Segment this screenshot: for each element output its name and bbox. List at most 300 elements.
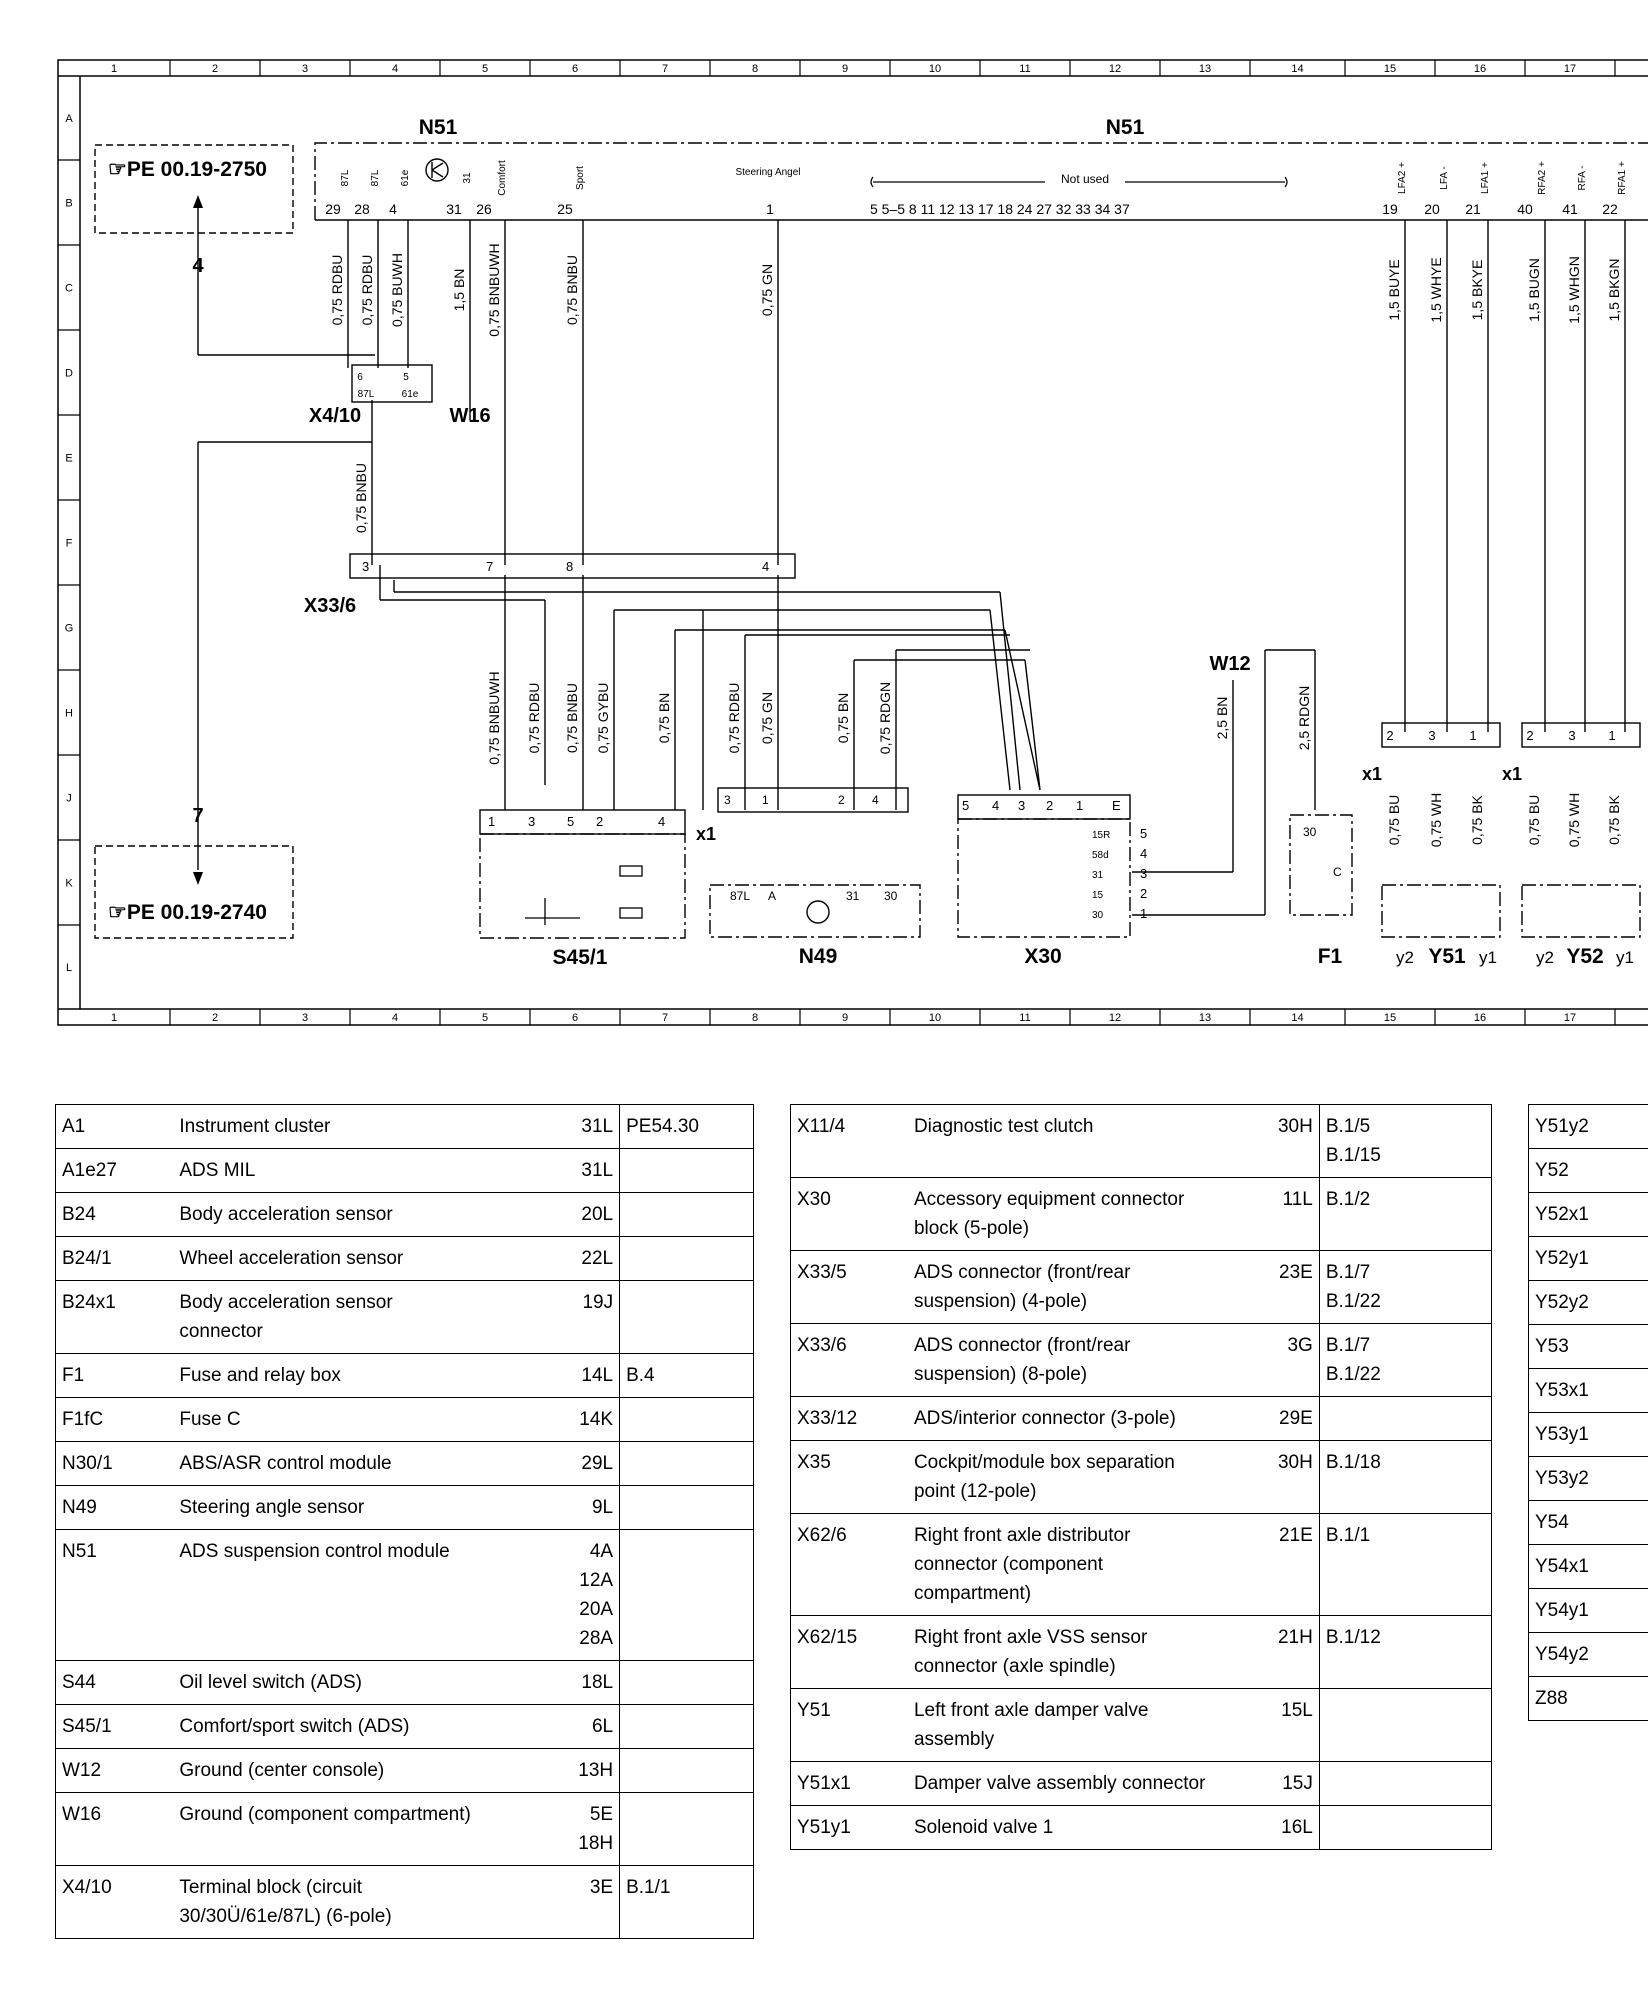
legend-desc: Fuse C [173,1398,512,1442]
legend-row [56,1281,754,1354]
x30-row-number: 5 [1140,826,1148,841]
x30-terminal: 30 [1092,910,1104,921]
legend-row [56,1442,754,1486]
y51-label: Y51 [1428,945,1466,968]
n49-connector-pin: 1 [762,793,769,807]
grid-column-label: 16 [1473,1012,1487,1024]
legend-desc: Right front axle VSS sensor connector (axle spindle) [908,1616,1271,1689]
legend-loc: 21E [1271,1514,1319,1616]
grid-row-label: K [65,877,73,890]
legend-code: Y52y1 [1529,1237,1648,1281]
legend-code: Y53x1 [1529,1369,1648,1413]
x33-6-pin: 7 [486,559,494,574]
legend-ref: B.1/12 [1319,1616,1491,1689]
grid-column-label: 1 [110,63,118,75]
x33-6-pin: 8 [566,559,574,574]
legend-ref: B.4 [620,1354,754,1398]
wire-label: 0,75 GN [759,263,775,317]
grid-column-label: 11 [1019,1012,1031,1024]
legend-row [791,1251,1492,1324]
legend-ref [620,1705,754,1749]
x1-y51-label: x1 [1361,764,1383,784]
legend-desc: ADS connector (front/rear suspension) (4-pole) [908,1251,1271,1324]
n51-pin-number: 20 [1424,201,1440,217]
x4-10-label: X4/10 [308,405,362,427]
legend-loc: 14L [513,1354,620,1398]
grid-row-label: L [65,962,73,974]
legend-ref [1319,1762,1491,1806]
legend-loc: 31L [513,1149,620,1193]
wire-label: 1,5 BKYE [1469,259,1485,321]
n51-right-title: N51 [1105,116,1145,139]
x30-terminal: 31 [1092,870,1104,881]
x4-10-pin: 5 [403,372,409,383]
n51-pin-name: LFA2 + [1397,162,1408,194]
legend-code: W16 [56,1793,174,1866]
wire-label: 0,75 BU [1386,794,1402,846]
s45-pin: 2 [596,814,604,829]
legend-row [791,1324,1492,1397]
x30-row-number: 3 [1140,866,1148,881]
grid-column-label: 5 [481,63,489,75]
legend-code: X33/12 [791,1397,908,1441]
grid-column-label: 7 [661,63,669,75]
legend-loc: 30H [1271,1441,1319,1514]
legend-code: F1 [56,1354,174,1398]
wire-label: 1,5 BUGN [1526,258,1542,322]
grid-row-label: G [64,622,74,635]
legend-ref [1319,1806,1491,1850]
legend-code: Y53y1 [1529,1413,1648,1457]
legend-desc: Body acceleration sensor [173,1193,512,1237]
n49-connector-pin: 2 [838,793,845,807]
legend-desc: Ground (component compartment) [173,1793,512,1866]
wire-label: 1,5 BUYE [1386,259,1402,321]
legend-loc: 16L [1271,1806,1319,1850]
wire-label: 0,75 GYBU [595,682,611,754]
legend-desc: Body acceleration sensor connector [173,1281,512,1354]
legend-loc: 30H [1271,1105,1319,1178]
legend-row [56,1705,754,1749]
transistor-icon [426,159,448,181]
grid-column-label: 10 [928,63,942,75]
n51-pin-number: 22 [1602,201,1618,217]
grid-column-label: 9 [841,63,849,75]
x30-row-number: 4 [1140,846,1148,861]
wire-label: 0,75 BNBUWH [486,243,502,337]
legend-desc: Solenoid valve 1 [908,1806,1271,1850]
legend-code: S44 [56,1661,174,1705]
grid-row-label: A [65,113,73,125]
grid-row-label: H [65,707,73,720]
x33-6-pin: 3 [362,559,370,574]
grid-column-label: 8 [751,1012,759,1024]
legend-ref [1319,1689,1491,1762]
x30-pin: 5 [962,798,970,813]
legend-code: Z88 [1529,1677,1648,1721]
legend-row [791,1762,1492,1806]
legend-loc: 15J [1271,1762,1319,1806]
arrow-up-label: 4 [192,255,204,277]
legend-code: A1 [56,1105,174,1149]
ref-bottom: ☞PE 00.19-2740 [108,901,267,924]
wire-label: 0,75 RDGN [877,681,893,755]
x1-y52-label: x1 [1501,764,1523,784]
legend-row [1529,1589,1648,1633]
legend-code: Y51y2 [1529,1105,1648,1149]
wire-label: 0,75 BN [656,692,672,744]
legend-code: N49 [56,1486,174,1530]
legend-row [56,1530,754,1661]
grid-column-label: 16 [1473,63,1487,75]
grid-column-label: 4 [391,63,399,75]
legend-code: N30/1 [56,1442,174,1486]
x30-pin: 2 [1046,798,1054,813]
legend-row [1529,1149,1648,1193]
legend-code: Y54y2 [1529,1633,1648,1677]
legend-loc: 29L [513,1442,620,1486]
legend-row [1529,1193,1648,1237]
s45-pin: 5 [567,814,575,829]
wire-label: 0,75 WH [1428,792,1444,848]
x30-label: X30 [1024,945,1062,968]
legend-ref [620,1281,754,1354]
legend-desc: ADS suspension control module [173,1530,512,1661]
legend-code: F1fC [56,1398,174,1442]
legend-ref [1319,1397,1491,1441]
steering-label: Steering Angel [735,167,801,178]
n51-pin-name: LFA1 + [1480,162,1491,194]
legend-row [791,1806,1492,1850]
y51-subitem: y1 [1479,948,1497,967]
n51-pin-number: 25 [557,201,573,217]
legend-ref: B.1/1 [620,1866,754,1939]
legend-loc: 22L [513,1237,620,1281]
legend-code: X11/4 [791,1105,908,1178]
legend-row [56,1866,754,1939]
y52-subitem: y1 [1616,948,1634,967]
not-used-label: Not used [1060,172,1110,186]
legend-row [1529,1501,1648,1545]
grid-column-label: 12 [1108,1012,1122,1024]
legend-loc: 21H [1271,1616,1319,1689]
legend-code: X62/6 [791,1514,908,1616]
legend-code: X35 [791,1441,908,1514]
y-connector-pin: 1 [1469,728,1477,743]
x33-6-label: X33/6 [303,595,357,617]
not-used-pins: 5 5–5 8 11 12 13 17 18 24 27 32 33 34 37 [870,201,1130,217]
legend-ref: B.1/7 B.1/22 [1319,1324,1491,1397]
grid-column-label: 4 [391,1012,399,1024]
legend-desc: ADS MIL [173,1149,512,1193]
legend-ref [620,1442,754,1486]
arrow-down-label: 7 [192,805,204,827]
legend-desc: Right front axle distributor connector (component compartment) [908,1514,1271,1616]
wire-label: 0,75 BNBU [353,462,369,534]
legend-code: S45/1 [56,1705,174,1749]
wire-label: 1,5 BKGN [1606,258,1622,322]
grid-column-label: 15 [1383,63,1397,75]
legend-code: A1e27 [56,1149,174,1193]
legend-code: Y51 [791,1689,908,1762]
legend-code: Y52x1 [1529,1193,1648,1237]
legend-ref [620,1793,754,1866]
wire-label: 1,5 BN [451,268,467,312]
legend-ref [620,1661,754,1705]
y-connector-pin: 2 [1526,728,1534,743]
legend-row [791,1178,1492,1251]
legend-loc: 6L [513,1705,620,1749]
x33-6-pin: 4 [762,559,770,574]
wire-label: 0,75 BNBU [564,682,580,754]
legend-loc: 29E [1271,1397,1319,1441]
legend-ref [620,1193,754,1237]
grid-column-label: 8 [751,63,759,75]
grid-column-label: 2 [211,63,219,75]
n51-pin-name: 61e [400,169,411,187]
legend-code: N51 [56,1530,174,1661]
f1-pin: C [1333,865,1342,879]
legend-row [1529,1677,1648,1721]
wire-label: 0,75 BU [1526,794,1542,846]
legend-desc: Oil level switch (ADS) [173,1661,512,1705]
legend-desc: Fuse and relay box [173,1354,512,1398]
legend-desc: ADS/interior connector (3-pole) [908,1397,1271,1441]
legend-code: Y53y2 [1529,1457,1648,1501]
grid-row-label: J [66,792,72,805]
wire-label: 0,75 BN [835,692,851,744]
legend-desc: Wheel acceleration sensor [173,1237,512,1281]
wire-label: 0,75 RDBU [359,254,375,326]
legend-desc: Ground (center console) [173,1749,512,1793]
legend-loc: 5E 18H [513,1793,620,1866]
f1-label: F1 [1317,945,1343,968]
grid-column-label: 17 [1563,63,1577,75]
n51-pin-number: 4 [389,201,397,217]
legend-desc: Terminal block (circuit 30/30Ü/61e/87L) (6-pole) [173,1866,512,1939]
wire-label: 0,75 BNBUWH [486,671,502,765]
legend-loc: 18L [513,1661,620,1705]
legend-row [56,1149,754,1193]
n49-connector-pin: 4 [872,793,879,807]
n51-pin-name: RFA2 + [1537,161,1548,195]
wire-label: 1,5 WHYE [1428,257,1444,323]
steering-pin: 1 [766,201,774,217]
x30-terminal: 15 [1092,890,1104,901]
wire-label: 0,75 RDBU [526,682,542,754]
n51-pin-name: Sport [575,166,586,190]
wire-label: 0,75 BK [1469,795,1485,845]
legend-row [1529,1325,1648,1369]
n51-pin-name: RFA - [1577,165,1588,191]
grid-row-label: D [65,367,73,380]
s45-pin: 3 [528,814,536,829]
legend-row [1529,1457,1648,1501]
legend-desc: ABS/ASR control module [173,1442,512,1486]
n51-pin-number: 31 [446,201,462,217]
n51-pin-name: 87L [340,169,351,187]
grid-column-label: 1 [110,1012,118,1024]
legend-table-left [55,1104,754,1939]
wire-label: 0,75 BNBU [564,254,580,326]
legend-ref: B.1/2 [1319,1178,1491,1251]
legend-ref: B.1/18 [1319,1441,1491,1514]
legend-code: Y51x1 [791,1762,908,1806]
legend-row [791,1397,1492,1441]
legend-desc: Diagnostic test clutch [908,1105,1271,1178]
legend-desc: Damper valve assembly connector [908,1762,1271,1806]
legend-row [791,1616,1492,1689]
s45-1-label: S45/1 [552,946,608,969]
legend-code: Y54x1 [1529,1545,1648,1589]
legend-desc: Comfort/sport switch (ADS) [173,1705,512,1749]
legend-row [1529,1105,1648,1149]
n49-pin: A [768,889,777,903]
grid-row-label: F [65,537,73,550]
legend-code: B24 [56,1193,174,1237]
n51-pin-name: LFA - [1439,166,1450,190]
x4-10-pin: 87L [357,389,375,400]
w16-label: W16 [449,405,491,427]
grid-column-label: 13 [1198,63,1212,75]
wire-label: 2,5 BN [1214,696,1230,740]
legend-row [56,1486,754,1530]
legend-code: B24/1 [56,1237,174,1281]
legend-desc: Steering angle sensor [173,1486,512,1530]
n49-pin: 31 [846,889,860,903]
grid-column-label: 5 [481,1012,489,1024]
n49-label: N49 [798,945,838,968]
legend-row [56,1237,754,1281]
legend-code: B24x1 [56,1281,174,1354]
legend-loc: 3G [1271,1324,1319,1397]
x30-pin: 4 [992,798,1000,813]
x4-10-pin: 6 [357,372,363,383]
n51-pin-number: 28 [354,201,370,217]
n49-pin: 30 [884,889,898,903]
legend-ref [620,1486,754,1530]
legend-row [1529,1545,1648,1589]
n51-pin-name: 87L [370,169,381,187]
legend-code: X4/10 [56,1866,174,1939]
wire-label: 0,75 GN [759,691,775,745]
y51-subitem: y2 [1396,948,1414,967]
x4-10-pin: 61e [401,389,419,400]
s45-pin: 4 [658,814,666,829]
legend-row [56,1354,754,1398]
n51-pin-number: 41 [1562,201,1578,217]
legend-ref [620,1149,754,1193]
grid-column-label: 17 [1563,1012,1577,1024]
grid-column-label: 7 [661,1012,669,1024]
legend-code: Y51y1 [791,1806,908,1850]
n51-pin-number: 26 [476,201,492,217]
grid-column-label: 14 [1291,63,1304,75]
x30-pin: 1 [1076,798,1084,813]
x30-terminal: 15R [1092,830,1111,841]
legend-loc: 23E [1271,1251,1319,1324]
legend-loc: 3E [513,1866,620,1939]
legend-row [791,1441,1492,1514]
legend-loc: 9L [513,1486,620,1530]
legend-ref [620,1749,754,1793]
legend-code: Y54y1 [1529,1589,1648,1633]
n51-pin-number: 29 [325,201,341,217]
legend-code: X30 [791,1178,908,1251]
legend-code: Y52 [1529,1149,1648,1193]
legend-row [1529,1237,1648,1281]
legend-table-right [1528,1104,1648,1721]
legend-ref [620,1398,754,1442]
legend-loc: 11L [1271,1178,1319,1251]
legend-code: X33/5 [791,1251,908,1324]
legend-ref: B.1/7 B.1/22 [1319,1251,1491,1324]
legend-table-middle [790,1104,1492,1850]
y-connector-pin: 1 [1608,728,1616,743]
n49-pin: 87L [730,889,751,903]
grid-column-label: 13 [1198,1012,1212,1024]
n51-pin-name: RFA1 + [1617,161,1628,195]
n51-pin-name: 31 [462,172,473,184]
y-connector-pin: 3 [1568,728,1576,743]
wire-label: 0,75 WH [1566,792,1582,848]
wire-label: 0,75 RDBU [329,254,345,326]
legend-row [56,1398,754,1442]
n51-left-title: N51 [418,116,458,139]
legend-row [1529,1369,1648,1413]
legend-row [1529,1633,1648,1677]
legend-ref: B.1/1 [1319,1514,1491,1616]
legend-code: X62/15 [791,1616,908,1689]
legend-loc: 14K [513,1398,620,1442]
legend-loc: 20L [513,1193,620,1237]
legend-ref: PE54.30 [620,1105,754,1149]
wire-label: 2,5 RDGN [1296,685,1312,751]
legend-row [56,1661,754,1705]
y-connector-pin: 2 [1386,728,1394,743]
s45-pin: 1 [488,814,496,829]
legend-desc: Left front axle damper valve assembly [908,1689,1271,1762]
legend-desc: ADS connector (front/rear suspension) (8-pole) [908,1324,1271,1397]
legend-row [56,1105,754,1149]
grid-row-label: B [65,197,73,210]
w12-label: W12 [1209,653,1251,675]
x30-row-number: 2 [1140,886,1148,901]
grid-column-label: 3 [301,1012,309,1024]
y52-label: Y52 [1566,945,1604,968]
legend-loc: 13H [513,1749,620,1793]
grid-column-label: 10 [928,1012,942,1024]
n51-pin-number: 19 [1382,201,1398,217]
legend-code: Y52y2 [1529,1281,1648,1325]
legend-loc: 4A 12A 20A 28A [513,1530,620,1661]
wire-label: 1,5 WHGN [1566,256,1582,324]
legend-row [791,1105,1492,1178]
legend-row [56,1749,754,1793]
grid-column-label: 12 [1108,63,1122,75]
legend-code: X33/6 [791,1324,908,1397]
legend-row [56,1193,754,1237]
x30-row-number: 1 [1140,906,1148,921]
grid-column-label: 11 [1019,63,1031,75]
legend-code: Y54 [1529,1501,1648,1545]
wire-label: 0,75 BUWH [389,253,405,327]
ref-top: ☞PE 00.19-2750 [108,158,267,181]
legend-loc: 31L [513,1105,620,1149]
sensor-transistor-icon [807,901,829,923]
grid-column-label: 6 [571,1012,579,1024]
x1-n49-label: x1 [695,824,717,844]
